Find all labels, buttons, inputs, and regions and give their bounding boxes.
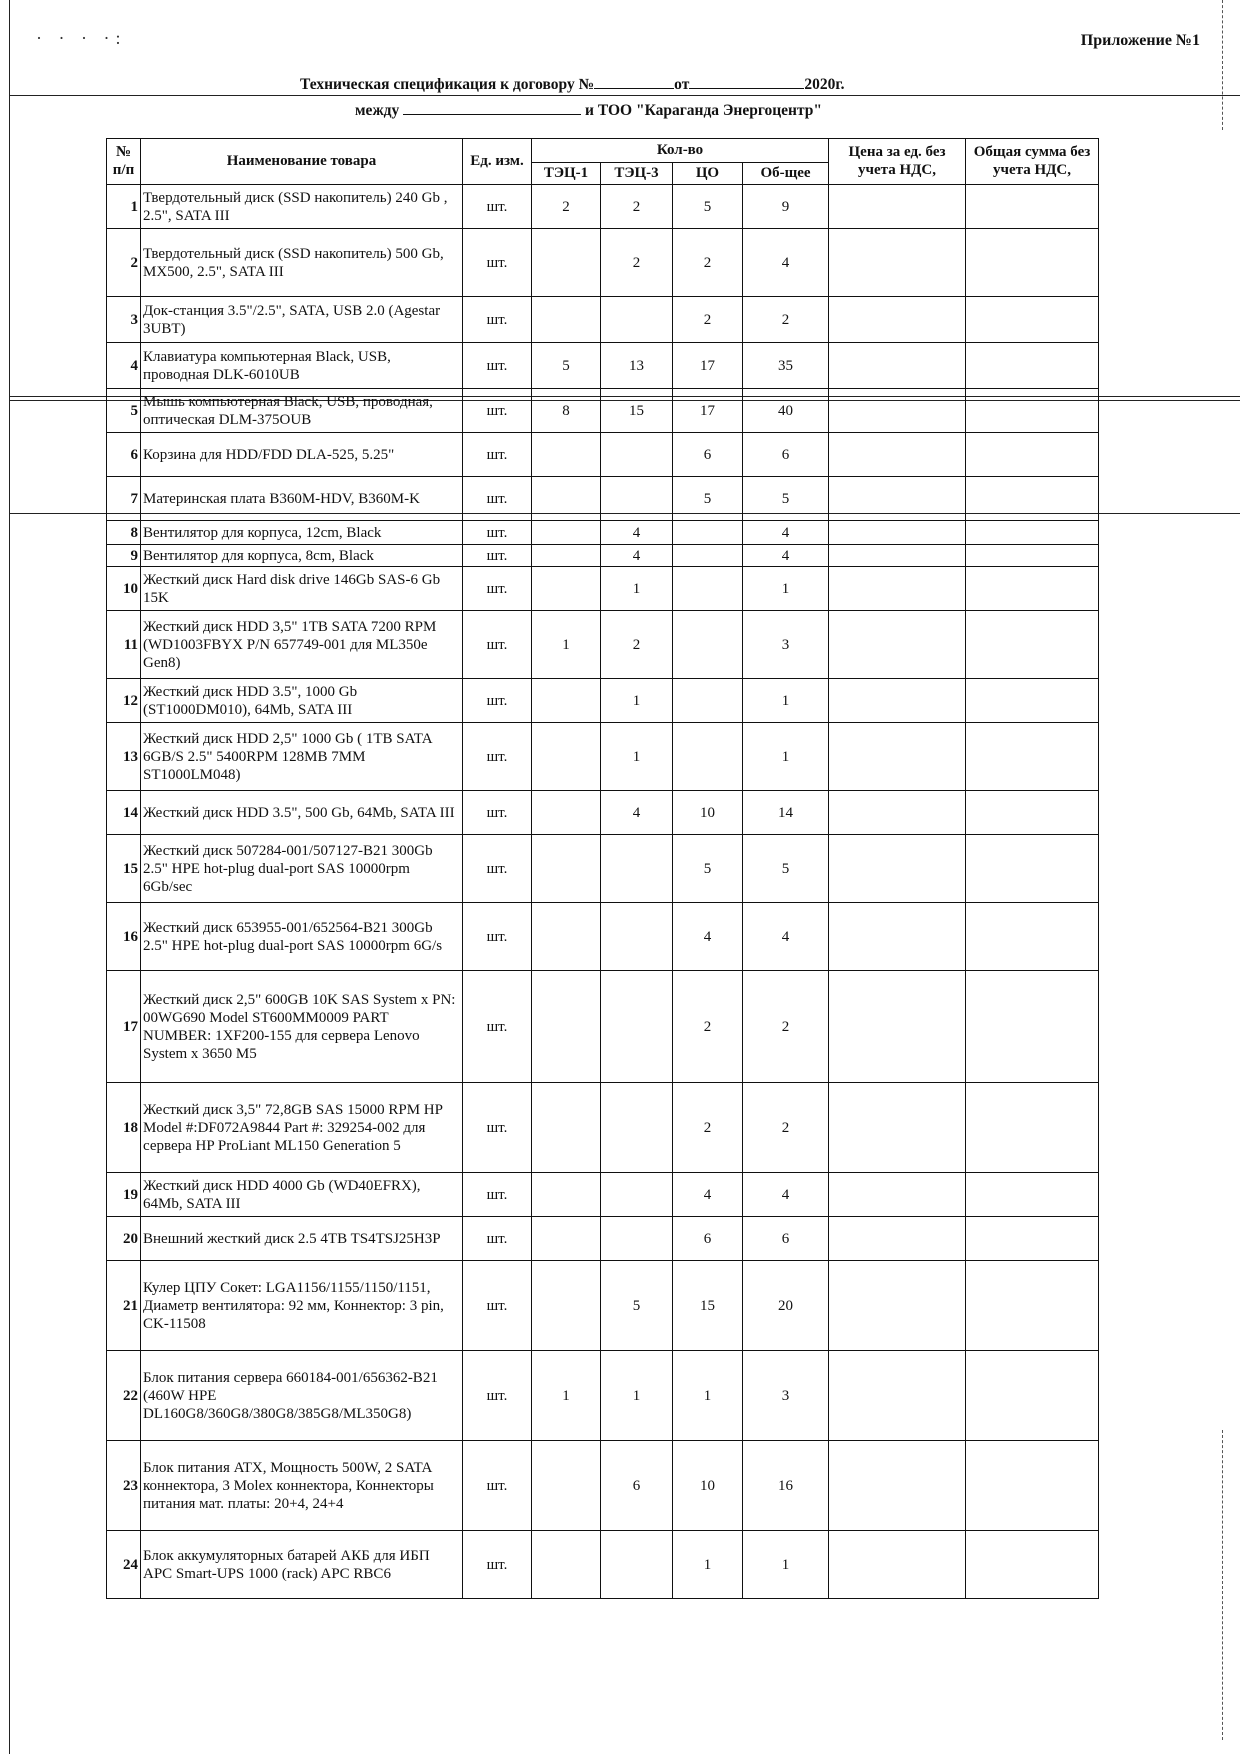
- col-header-qty-group: Кол-во: [532, 139, 829, 163]
- total-sum: [966, 791, 1099, 835]
- row-number: 5: [107, 389, 141, 433]
- row-number: 21: [107, 1261, 141, 1351]
- row-number: 10: [107, 567, 141, 611]
- qty-tec3: 4: [601, 521, 673, 545]
- unit-price: [829, 229, 966, 297]
- qty-total: 6: [743, 433, 829, 477]
- total-sum: [966, 723, 1099, 791]
- item-unit: шт.: [463, 611, 532, 679]
- title-year: 2020г.: [804, 76, 845, 93]
- qty-tec1: [532, 297, 601, 343]
- unit-price: [829, 567, 966, 611]
- item-name: Блок питания сервера 660184-001/656362-B21 (460W HPE DL160G8/360G8/380G8/385G8/ML350G8): [141, 1351, 463, 1441]
- qty-tec3: 2: [601, 229, 673, 297]
- total-sum: [966, 343, 1099, 389]
- qty-total: 35: [743, 343, 829, 389]
- total-sum: [966, 229, 1099, 297]
- total-sum: [966, 903, 1099, 971]
- row-number: 20: [107, 1217, 141, 1261]
- table-row: [107, 1217, 1099, 1261]
- qty-tec3: 2: [601, 185, 673, 229]
- row-number: 16: [107, 903, 141, 971]
- total-sum: [966, 1351, 1099, 1441]
- row-number: 15: [107, 835, 141, 903]
- qty-tec3: [601, 835, 673, 903]
- qty-tec1: [532, 791, 601, 835]
- qty-total: 2: [743, 971, 829, 1083]
- qty-co: [673, 545, 743, 567]
- col-header-tec3: ТЭЦ-3: [601, 163, 673, 185]
- scan-right-dashes-top: [1222, 0, 1223, 130]
- qty-tec1: 1: [532, 611, 601, 679]
- unit-price: [829, 1173, 966, 1217]
- item-name: Жесткий диск HDD 3.5", 1000 Gb (ST1000DM010), 64Mb, SATA III: [141, 679, 463, 723]
- item-name: Мышь компьютерная Black, USB, проводная, оптическая DLM-375OUB: [141, 389, 463, 433]
- qty-co: 5: [673, 185, 743, 229]
- col-header-tec1: ТЭЦ-1: [532, 163, 601, 185]
- item-unit: шт.: [463, 1351, 532, 1441]
- row-number: 6: [107, 433, 141, 477]
- qty-tec1: [532, 971, 601, 1083]
- unit-price: [829, 835, 966, 903]
- row-number: 19: [107, 1173, 141, 1217]
- unit-price: [829, 1441, 966, 1531]
- total-sum: [966, 545, 1099, 567]
- table-row: [107, 1351, 1099, 1441]
- qty-tec3: 2: [601, 611, 673, 679]
- item-unit: шт.: [463, 229, 532, 297]
- unit-price: [829, 971, 966, 1083]
- qty-total: 14: [743, 791, 829, 835]
- unit-price: [829, 1351, 966, 1441]
- qty-tec3: [601, 433, 673, 477]
- total-sum: [966, 567, 1099, 611]
- item-name: Твердотельный диск (SSD накопитель) 500 Gb, MX500, 2.5", SATA III: [141, 229, 463, 297]
- contract-date-blank: [689, 74, 804, 89]
- table-row: [107, 521, 1099, 545]
- total-sum: [966, 477, 1099, 521]
- scan-right-dashes-bottom: [1222, 1430, 1223, 1740]
- unit-price: [829, 297, 966, 343]
- table-row: [107, 1261, 1099, 1351]
- qty-co: 17: [673, 343, 743, 389]
- qty-co: 2: [673, 1083, 743, 1173]
- qty-co: 1: [673, 1351, 743, 1441]
- qty-tec1: [532, 1531, 601, 1599]
- qty-tec3: [601, 1173, 673, 1217]
- qty-total: 4: [743, 229, 829, 297]
- unit-price: [829, 343, 966, 389]
- qty-total: 4: [743, 903, 829, 971]
- table-row: [107, 343, 1099, 389]
- qty-tec3: 13: [601, 343, 673, 389]
- qty-total: 1: [743, 1531, 829, 1599]
- row-number: 7: [107, 477, 141, 521]
- qty-total: 9: [743, 185, 829, 229]
- specification-table: [106, 138, 1099, 1599]
- unit-price: [829, 477, 966, 521]
- item-unit: шт.: [463, 1441, 532, 1531]
- item-name: Жесткий диск HDD 2,5" 1000 Gb ( 1TB SATA 6GB/S 2.5" 5400RPM 128MB 7MM ST1000LM048): [141, 723, 463, 791]
- qty-total: 5: [743, 477, 829, 521]
- total-sum: [966, 971, 1099, 1083]
- item-name: Внешний жесткий диск 2.5 4TB TS4TSJ25H3P: [141, 1217, 463, 1261]
- row-number: 4: [107, 343, 141, 389]
- qty-tec1: 1: [532, 1351, 601, 1441]
- qty-tec1: [532, 477, 601, 521]
- qty-co: 2: [673, 297, 743, 343]
- item-name: Кулер ЦПУ Сокет: LGA1156/1155/1150/1151, Диаметр вентилятора: 92 мм, Коннектор: 3 pin, CK-11508: [141, 1261, 463, 1351]
- row-number: 22: [107, 1351, 141, 1441]
- qty-total: 4: [743, 1173, 829, 1217]
- col-header-price: Цена за ед. без учета НДС,: [829, 139, 966, 185]
- qty-tec3: 1: [601, 567, 673, 611]
- item-unit: шт.: [463, 477, 532, 521]
- total-sum: [966, 1083, 1099, 1173]
- qty-tec3: [601, 477, 673, 521]
- col-header-total: Общая сумма без учета НДС,: [966, 139, 1099, 185]
- total-sum: [966, 679, 1099, 723]
- unit-price: [829, 1531, 966, 1599]
- qty-tec3: 4: [601, 545, 673, 567]
- qty-co: 4: [673, 1173, 743, 1217]
- item-name: Вентилятор для корпуса, 12cm, Black: [141, 521, 463, 545]
- qty-tec1: [532, 679, 601, 723]
- qty-tec3: 6: [601, 1441, 673, 1531]
- row-number: 11: [107, 611, 141, 679]
- table-row: [107, 791, 1099, 835]
- table-row: [107, 389, 1099, 433]
- spec-title-line2: [355, 100, 822, 120]
- qty-co: 5: [673, 477, 743, 521]
- table-body: [107, 185, 1099, 1599]
- qty-tec1: [532, 1441, 601, 1531]
- qty-co: [673, 611, 743, 679]
- item-unit: шт.: [463, 1261, 532, 1351]
- total-sum: [966, 1261, 1099, 1351]
- item-unit: шт.: [463, 1531, 532, 1599]
- item-name: Блок аккумуляторных батарей АКБ для ИБП APC Smart-UPS 1000 (rack) APC RBC6: [141, 1531, 463, 1599]
- item-name: Жесткий диск HDD 4000 Gb (WD40EFRX), 64Mb, SATA III: [141, 1173, 463, 1217]
- table-row: [107, 971, 1099, 1083]
- qty-co: 15: [673, 1261, 743, 1351]
- item-name: Твердотельный диск (SSD накопитель) 240 Gb , 2.5", SATA III: [141, 185, 463, 229]
- qty-tec3: [601, 1083, 673, 1173]
- col-header-num: № п/п: [107, 139, 141, 185]
- unit-price: [829, 521, 966, 545]
- col-header-qty-total: Об-щее: [743, 163, 829, 185]
- table-row: [107, 1083, 1099, 1173]
- table-row: [107, 679, 1099, 723]
- table-row: [107, 1531, 1099, 1599]
- table-row: [107, 723, 1099, 791]
- item-unit: шт.: [463, 297, 532, 343]
- table-header: [107, 139, 1099, 185]
- total-sum: [966, 185, 1099, 229]
- qty-total: 5: [743, 835, 829, 903]
- item-name: Материнская плата B360M-HDV, B360M-K: [141, 477, 463, 521]
- qty-tec3: 5: [601, 1261, 673, 1351]
- unit-price: [829, 185, 966, 229]
- contract-number-blank: [594, 74, 674, 89]
- item-unit: шт.: [463, 835, 532, 903]
- row-number: 18: [107, 1083, 141, 1173]
- row-number: 17: [107, 971, 141, 1083]
- annex-label: Приложение №1: [1080, 32, 1200, 49]
- item-name: Вентилятор для корпуса, 8cm, Black: [141, 545, 463, 567]
- item-unit: шт.: [463, 1217, 532, 1261]
- total-sum: [966, 433, 1099, 477]
- row-number: 9: [107, 545, 141, 567]
- row-number: 23: [107, 1441, 141, 1531]
- qty-total: 20: [743, 1261, 829, 1351]
- unit-price: [829, 723, 966, 791]
- total-sum: [966, 521, 1099, 545]
- table-row: [107, 229, 1099, 297]
- qty-total: 3: [743, 611, 829, 679]
- col-header-name: Наименование товара: [141, 139, 463, 185]
- scan-marks: · · · ·:: [36, 28, 127, 48]
- row-number: 8: [107, 521, 141, 545]
- total-sum: [966, 1217, 1099, 1261]
- row-number: 13: [107, 723, 141, 791]
- item-name: Клавиатура компьютерная Black, USB, проводная DLK-6010UB: [141, 343, 463, 389]
- qty-tec1: [532, 903, 601, 971]
- item-name: Блок питания ATX, Мощность 500W, 2 SATA коннектора, 3 Molex коннектора, Коннекторы питания мат. платы: 20+4, 24+4: [141, 1441, 463, 1531]
- row-number: 1: [107, 185, 141, 229]
- item-unit: шт.: [463, 1173, 532, 1217]
- row-number: 24: [107, 1531, 141, 1599]
- row-number: 14: [107, 791, 141, 835]
- total-sum: [966, 1441, 1099, 1531]
- qty-co: [673, 521, 743, 545]
- spec-title-line1: [300, 74, 845, 94]
- qty-tec3: [601, 1531, 673, 1599]
- qty-tec3: 15: [601, 389, 673, 433]
- total-sum: [966, 611, 1099, 679]
- qty-co: 1: [673, 1531, 743, 1599]
- qty-tec1: [532, 521, 601, 545]
- qty-tec3: [601, 297, 673, 343]
- col-header-unit: Ед. изм.: [463, 139, 532, 185]
- qty-tec1: 8: [532, 389, 601, 433]
- table-row: [107, 477, 1099, 521]
- qty-co: 6: [673, 433, 743, 477]
- title-from: от: [674, 76, 690, 93]
- unit-price: [829, 1083, 966, 1173]
- row-number: 2: [107, 229, 141, 297]
- table-row: [107, 903, 1099, 971]
- qty-tec3: 4: [601, 791, 673, 835]
- party-blank: [403, 100, 581, 115]
- item-name: Жесткий диск Hard disk drive 146Gb SAS-6 Gb 15K: [141, 567, 463, 611]
- total-sum: [966, 1173, 1099, 1217]
- qty-co: 5: [673, 835, 743, 903]
- scan-left-edge: [9, 0, 10, 1754]
- qty-total: 4: [743, 521, 829, 545]
- total-sum: [966, 389, 1099, 433]
- total-sum: [966, 835, 1099, 903]
- item-unit: шт.: [463, 567, 532, 611]
- qty-tec3: 1: [601, 723, 673, 791]
- qty-tec3: 1: [601, 679, 673, 723]
- qty-co: 10: [673, 791, 743, 835]
- item-name: Корзина для HDD/FDD DLA-525, 5.25": [141, 433, 463, 477]
- row-number: 3: [107, 297, 141, 343]
- qty-tec1: [532, 545, 601, 567]
- item-unit: шт.: [463, 185, 532, 229]
- qty-tec1: 2: [532, 185, 601, 229]
- qty-total: 6: [743, 1217, 829, 1261]
- item-name: Жесткий диск HDD 3.5", 500 Gb, 64Mb, SATA III: [141, 791, 463, 835]
- unit-price: [829, 791, 966, 835]
- qty-tec1: [532, 1173, 601, 1217]
- table-row: [107, 433, 1099, 477]
- item-unit: шт.: [463, 433, 532, 477]
- qty-total: 3: [743, 1351, 829, 1441]
- qty-tec1: [532, 229, 601, 297]
- item-unit: шт.: [463, 723, 532, 791]
- table-row: [107, 185, 1099, 229]
- item-unit: шт.: [463, 679, 532, 723]
- item-unit: шт.: [463, 1083, 532, 1173]
- qty-co: 4: [673, 903, 743, 971]
- qty-total: 1: [743, 567, 829, 611]
- qty-tec1: [532, 835, 601, 903]
- item-unit: шт.: [463, 389, 532, 433]
- table-row: [107, 567, 1099, 611]
- item-name: Жесткий диск 653955-001/652564-B21 300Gb 2.5" HPE hot-plug dual-port SAS 10000rpm 6G/s: [141, 903, 463, 971]
- title-between: между: [355, 102, 400, 119]
- qty-co: [673, 723, 743, 791]
- qty-tec3: [601, 1217, 673, 1261]
- qty-total: 2: [743, 297, 829, 343]
- unit-price: [829, 903, 966, 971]
- qty-co: 6: [673, 1217, 743, 1261]
- col-header-co: ЦО: [673, 163, 743, 185]
- qty-tec1: [532, 433, 601, 477]
- item-unit: шт.: [463, 791, 532, 835]
- title-party: и ТОО "Караганда Энергоцентр": [585, 102, 823, 119]
- item-unit: шт.: [463, 971, 532, 1083]
- unit-price: [829, 679, 966, 723]
- qty-tec1: [532, 1083, 601, 1173]
- item-name: Жесткий диск 2,5" 600GB 10K SAS System x PN: 00WG690 Model ST600MM0009 PART NUMBER: 1XF200-155 для сервера Lenovo System x 3650 M5: [141, 971, 463, 1083]
- qty-co: 2: [673, 971, 743, 1083]
- total-sum: [966, 297, 1099, 343]
- table-row: [107, 545, 1099, 567]
- qty-tec3: [601, 971, 673, 1083]
- qty-tec1: 5: [532, 343, 601, 389]
- item-name: Жесткий диск 507284-001/507127-B21 300Gb 2.5" HPE hot-plug dual-port SAS 10000rpm 6Gb/sec: [141, 835, 463, 903]
- qty-total: 40: [743, 389, 829, 433]
- qty-tec3: [601, 903, 673, 971]
- qty-co: 10: [673, 1441, 743, 1531]
- table-row: [107, 1441, 1099, 1531]
- qty-tec1: [532, 723, 601, 791]
- item-unit: шт.: [463, 521, 532, 545]
- table-row: [107, 835, 1099, 903]
- qty-total: 2: [743, 1083, 829, 1173]
- qty-total: 16: [743, 1441, 829, 1531]
- qty-tec1: [532, 1261, 601, 1351]
- qty-tec1: [532, 1217, 601, 1261]
- qty-co: [673, 567, 743, 611]
- item-unit: шт.: [463, 343, 532, 389]
- table-row: [107, 297, 1099, 343]
- qty-total: 1: [743, 723, 829, 791]
- item-unit: шт.: [463, 545, 532, 567]
- qty-co: 17: [673, 389, 743, 433]
- unit-price: [829, 611, 966, 679]
- row-number: 12: [107, 679, 141, 723]
- qty-tec3: 1: [601, 1351, 673, 1441]
- unit-price: [829, 1261, 966, 1351]
- item-name: Жесткий диск HDD 3,5" 1TB SATA 7200 RPM (WD1003FBYX P/N 657749-001 для ML350e Gen8): [141, 611, 463, 679]
- qty-co: 2: [673, 229, 743, 297]
- scan-line-top: [9, 95, 1240, 96]
- qty-tec1: [532, 567, 601, 611]
- item-name: Жесткий диск 3,5" 72,8GB SAS 15000 RPM HP Model #:DF072A9844 Part #: 329254-002 для сервера HP ProLiant ML150 Generation 5: [141, 1083, 463, 1173]
- table-row: [107, 611, 1099, 679]
- item-name: Док-станция 3.5"/2.5", SATA, USB 2.0 (Agestar 3UBT): [141, 297, 463, 343]
- item-unit: шт.: [463, 903, 532, 971]
- table-row: [107, 1173, 1099, 1217]
- unit-price: [829, 1217, 966, 1261]
- qty-co: [673, 679, 743, 723]
- total-sum: [966, 1531, 1099, 1599]
- qty-total: 4: [743, 545, 829, 567]
- unit-price: [829, 433, 966, 477]
- unit-price: [829, 545, 966, 567]
- title-prefix: Техническая спецификация к договору №: [300, 76, 595, 93]
- unit-price: [829, 389, 966, 433]
- qty-total: 1: [743, 679, 829, 723]
